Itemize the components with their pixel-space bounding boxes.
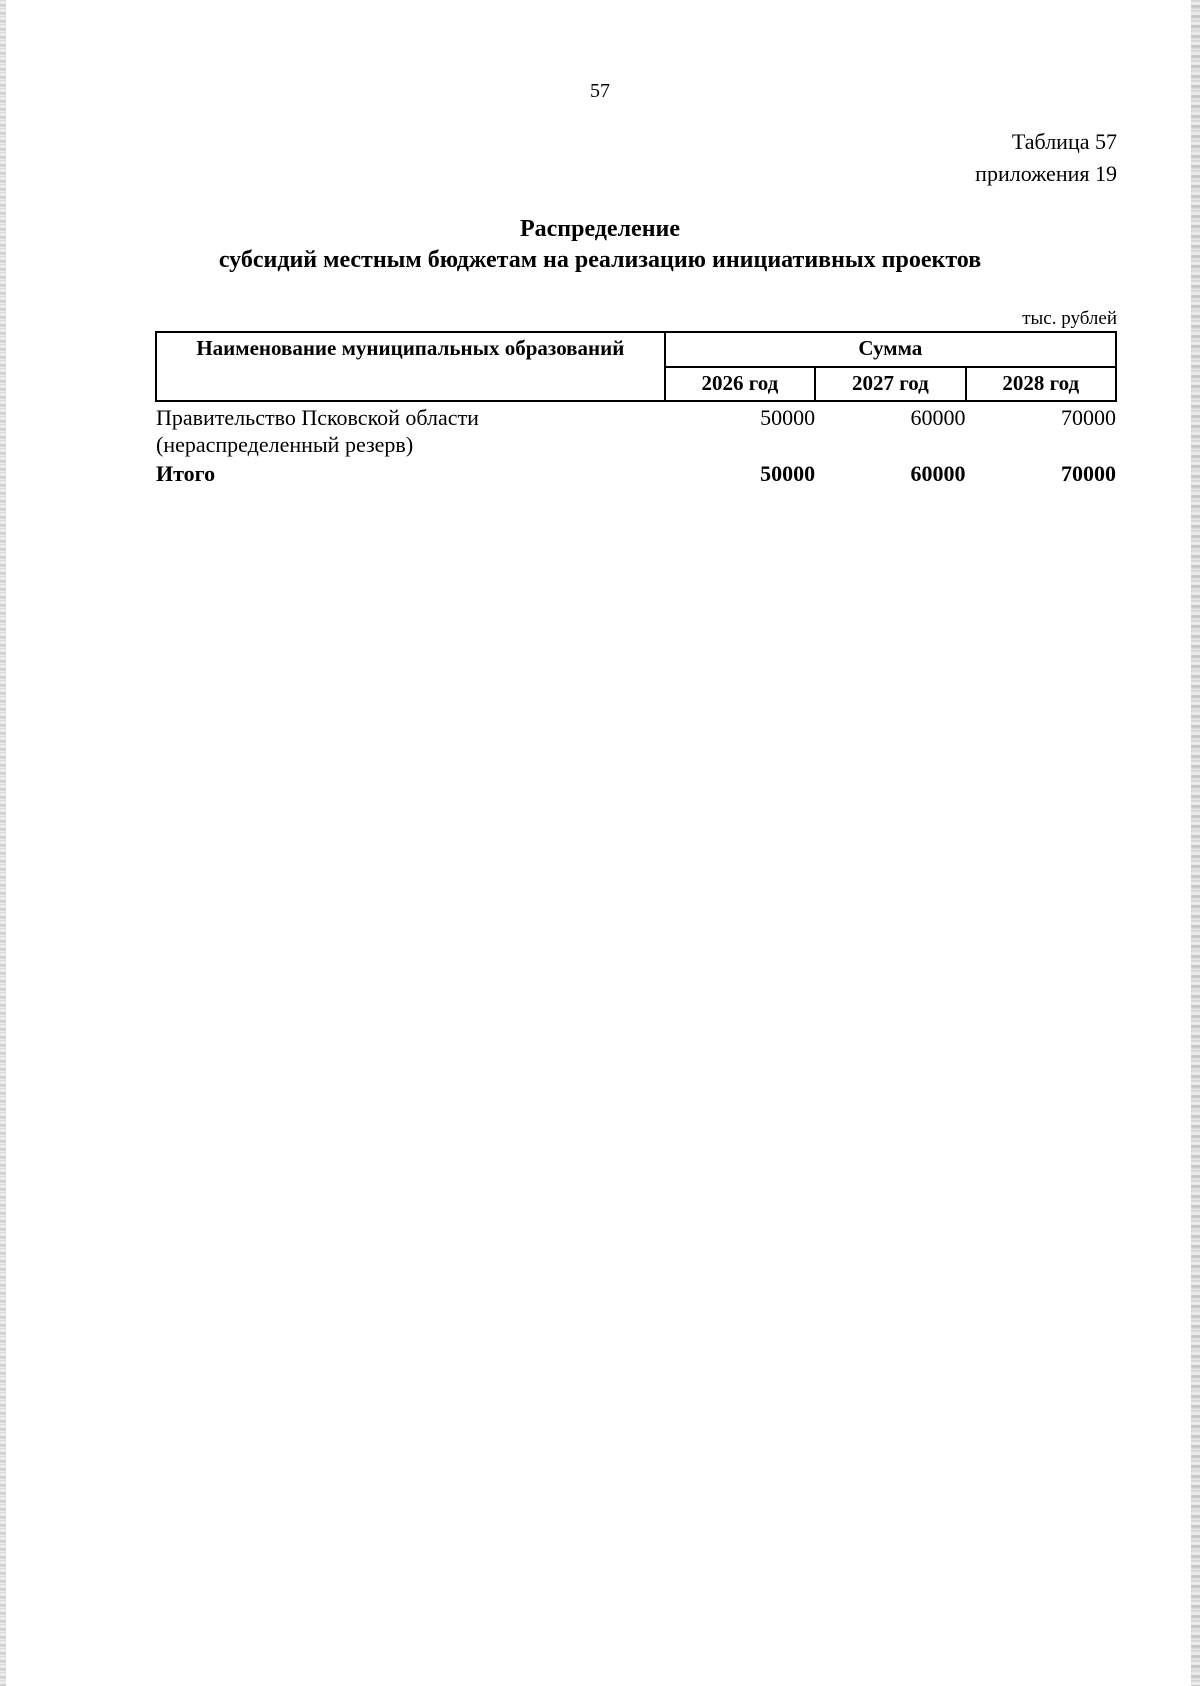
total-label: Итого — [156, 461, 216, 486]
total-row — [156, 458, 1116, 487]
table-row — [156, 401, 1116, 458]
header-municipality-name: Наименование муниципальных образований — [156, 332, 665, 401]
total-value-2028: 70000 — [1061, 461, 1116, 486]
subsidy-table — [155, 331, 1117, 487]
row-value-2027: 60000 — [910, 405, 966, 430]
total-value-2026: 50000 — [760, 461, 816, 486]
row-value-2026: 50000 — [760, 405, 816, 430]
header-year-2027: 2027 год — [815, 367, 965, 401]
table-reference-line1: Таблица 57 — [1011, 129, 1117, 154]
header-sum: Сумма — [665, 332, 1116, 367]
row-value-2028: 70000 — [1061, 405, 1116, 430]
table-reference-line2: приложения 19 — [975, 161, 1117, 186]
document-title-line1: Распределение — [519, 216, 681, 242]
page-number: 57 — [590, 80, 610, 102]
header-year-2028: 2028 год — [966, 367, 1116, 401]
header-year-2026: 2026 год — [665, 367, 815, 401]
table-reference — [975, 126, 1117, 190]
document-title-line2: субсидий местным бюджетам на реализацию инициативных проектов — [218, 247, 982, 273]
units-label: тыс. рублей — [1022, 308, 1117, 329]
row-name: Правительство Псковской области (нераспределенный резерв) — [156, 405, 479, 457]
document-title — [0, 214, 1200, 276]
total-value-2027: 60000 — [910, 461, 966, 486]
